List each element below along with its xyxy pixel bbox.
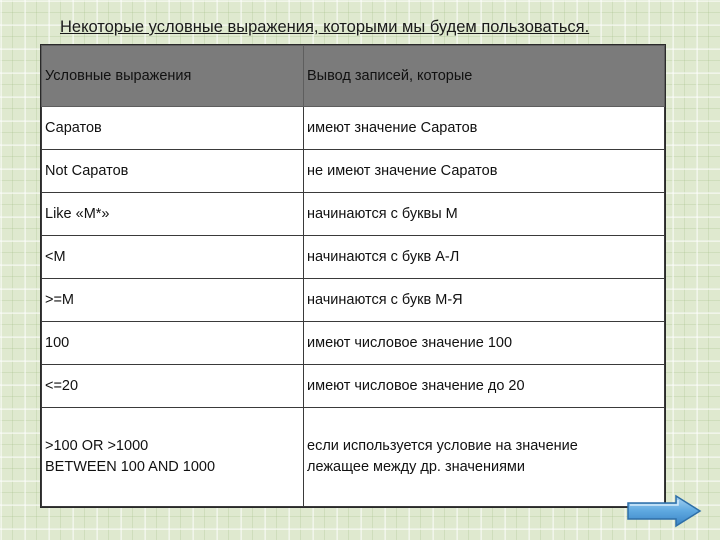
header-output: Вывод записей, которые bbox=[304, 46, 665, 107]
table-row bbox=[42, 322, 665, 365]
next-slide-button[interactable] bbox=[624, 493, 704, 529]
expression-cell: Not Саратов bbox=[42, 150, 304, 193]
expression-cell: >=M bbox=[42, 279, 304, 322]
table-row bbox=[42, 408, 665, 507]
table-row bbox=[42, 236, 665, 279]
conditions-table bbox=[40, 44, 666, 508]
arrow-right-icon bbox=[624, 493, 704, 529]
table-row bbox=[42, 193, 665, 236]
result-line: если используется условие на значение bbox=[307, 438, 578, 454]
expression-line: >100 OR >1000 bbox=[45, 438, 149, 454]
table-row bbox=[42, 107, 665, 150]
table-header-row bbox=[42, 46, 665, 107]
result-cell: не имеют значение Саратов bbox=[304, 150, 665, 193]
expression-cell: <М bbox=[42, 236, 304, 279]
result-cell: имеют числовое значение до 20 bbox=[304, 365, 665, 408]
table-row bbox=[42, 150, 665, 193]
result-cell: имеют значение Саратов bbox=[304, 107, 665, 150]
expression-cell: Like «М*» bbox=[42, 193, 304, 236]
expression-cell: Саратов bbox=[42, 107, 304, 150]
table-row bbox=[42, 365, 665, 408]
expression-cell: 100 bbox=[42, 322, 304, 365]
result-line: лежащее между др. значениями bbox=[307, 459, 525, 475]
result-cell: начинаются с букв А-Л bbox=[304, 236, 665, 279]
result-cell: начинаются с буквы М bbox=[304, 193, 665, 236]
expression-line: BETWEEN 100 AND 1000 bbox=[45, 459, 216, 475]
result-cell: имеют числовое значение 100 bbox=[304, 322, 665, 365]
result-cell bbox=[304, 408, 665, 507]
expression-cell bbox=[42, 408, 304, 507]
result-cell: начинаются с букв М-Я bbox=[304, 279, 665, 322]
table-row bbox=[42, 279, 665, 322]
expression-cell: <=20 bbox=[42, 365, 304, 408]
page-title: Некоторые условные выражения, которыми мы будем пользоваться. bbox=[60, 18, 590, 36]
header-expressions: Условные выражения bbox=[42, 46, 304, 107]
